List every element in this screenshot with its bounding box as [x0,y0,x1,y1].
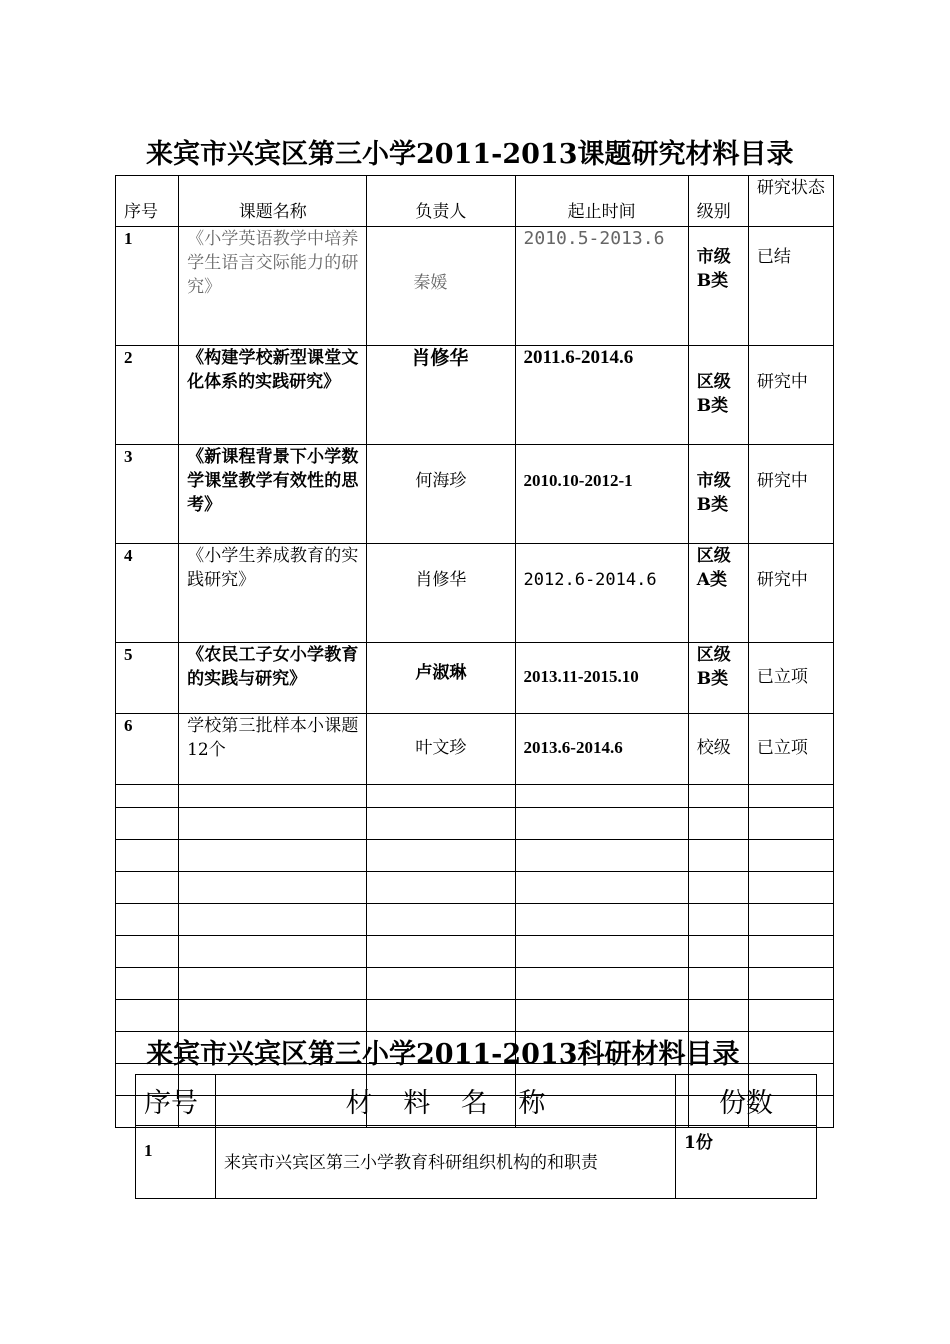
table-row [136,1126,817,1199]
empty-row [116,968,834,1000]
empty-row [116,936,834,968]
row-count: 1份 [676,1126,817,1199]
row-period: 2012.6-2014.6 [515,544,688,643]
row-period: 2013.11-2015.10 [515,643,688,714]
row-topic-name: 《农民工子女小学教育的实践与研究》 [179,643,367,714]
row-no: 6 [116,714,179,785]
table-row [116,544,834,643]
row-period: 2013.6-2014.6 [515,714,688,785]
row-level: 校级 [688,714,748,785]
row-no: 5 [116,643,179,714]
header-status: 研究状态 [748,176,833,227]
empty-row [116,872,834,904]
row-status: 已立项 [748,714,833,785]
empty-row [116,808,834,840]
document-title-topics: 来宾市兴宾区第三小学2011-2013课题研究材料目录 [146,139,794,170]
table-row [116,227,834,346]
row-topic-name: 学校第三批样本小课题12个 [179,714,367,785]
research-materials-table [135,1074,817,1199]
row-no: 4 [116,544,179,643]
row-owner: 肖修华 [367,544,515,643]
row-topic-name: 《构建学校新型课堂文化体系的实践研究》 [179,346,367,445]
header-owner: 负责人 [367,176,515,227]
row-topic-name: 《新课程背景下小学数学课堂教学有效性的思考》 [179,445,367,544]
row-status: 已结 [748,227,833,346]
row-level: 区级B类 [688,643,748,714]
row-no: 1 [116,227,179,346]
topic-research-table [115,175,834,1128]
empty-row [116,840,834,872]
table-row [116,643,834,714]
row-period: 2010.10-2012-1 [515,445,688,544]
row-status: 研究中 [748,445,833,544]
row-level: 区级B类 [688,346,748,445]
row-period: 2010.5-2013.6 [515,227,688,346]
row-period: 2011.6-2014.6 [515,346,688,445]
header-material-name: 材 料 名 称 [216,1075,676,1126]
row-material-name: 来宾市兴宾区第三小学教育科研组织机构的和职责 [216,1126,676,1199]
row-status: 研究中 [748,346,833,445]
row-level: 区级A类 [688,544,748,643]
row-owner: 秦媛 [367,227,515,346]
header-count: 份数 [676,1075,817,1126]
header-no: 序号 [116,176,179,227]
table-header-row [136,1075,817,1126]
row-owner: 何海珍 [367,445,515,544]
row-level: 市级B类 [688,445,748,544]
row-status: 研究中 [748,544,833,643]
row-topic-name: 《小学生养成教育的实践研究》 [179,544,367,643]
header-level: 级别 [688,176,748,227]
row-level: 市级B类 [688,227,748,346]
row-owner: 卢淑琳 [367,643,515,714]
empty-row [116,904,834,936]
header-topic-name: 课题名称 [179,176,367,227]
header-period: 起止时间 [515,176,688,227]
row-no: 3 [116,445,179,544]
table-row [116,445,834,544]
table-row [116,714,834,785]
row-topic-name: 《小学英语教学中培养学生语言交际能力的研究》 [179,227,367,346]
row-owner: 肖修华 [367,346,515,445]
header-no: 序号 [136,1075,216,1126]
row-owner: 叶文珍 [367,714,515,785]
document-title-materials: 来宾市兴宾区第三小学2011-2013科研材料目录 [146,1039,740,1070]
row-status: 已立项 [748,643,833,714]
table-header-row [116,176,834,227]
empty-row [116,785,834,808]
table-row [116,346,834,445]
row-no: 2 [116,346,179,445]
empty-row [116,1000,834,1032]
row-no: 1 [136,1126,216,1199]
